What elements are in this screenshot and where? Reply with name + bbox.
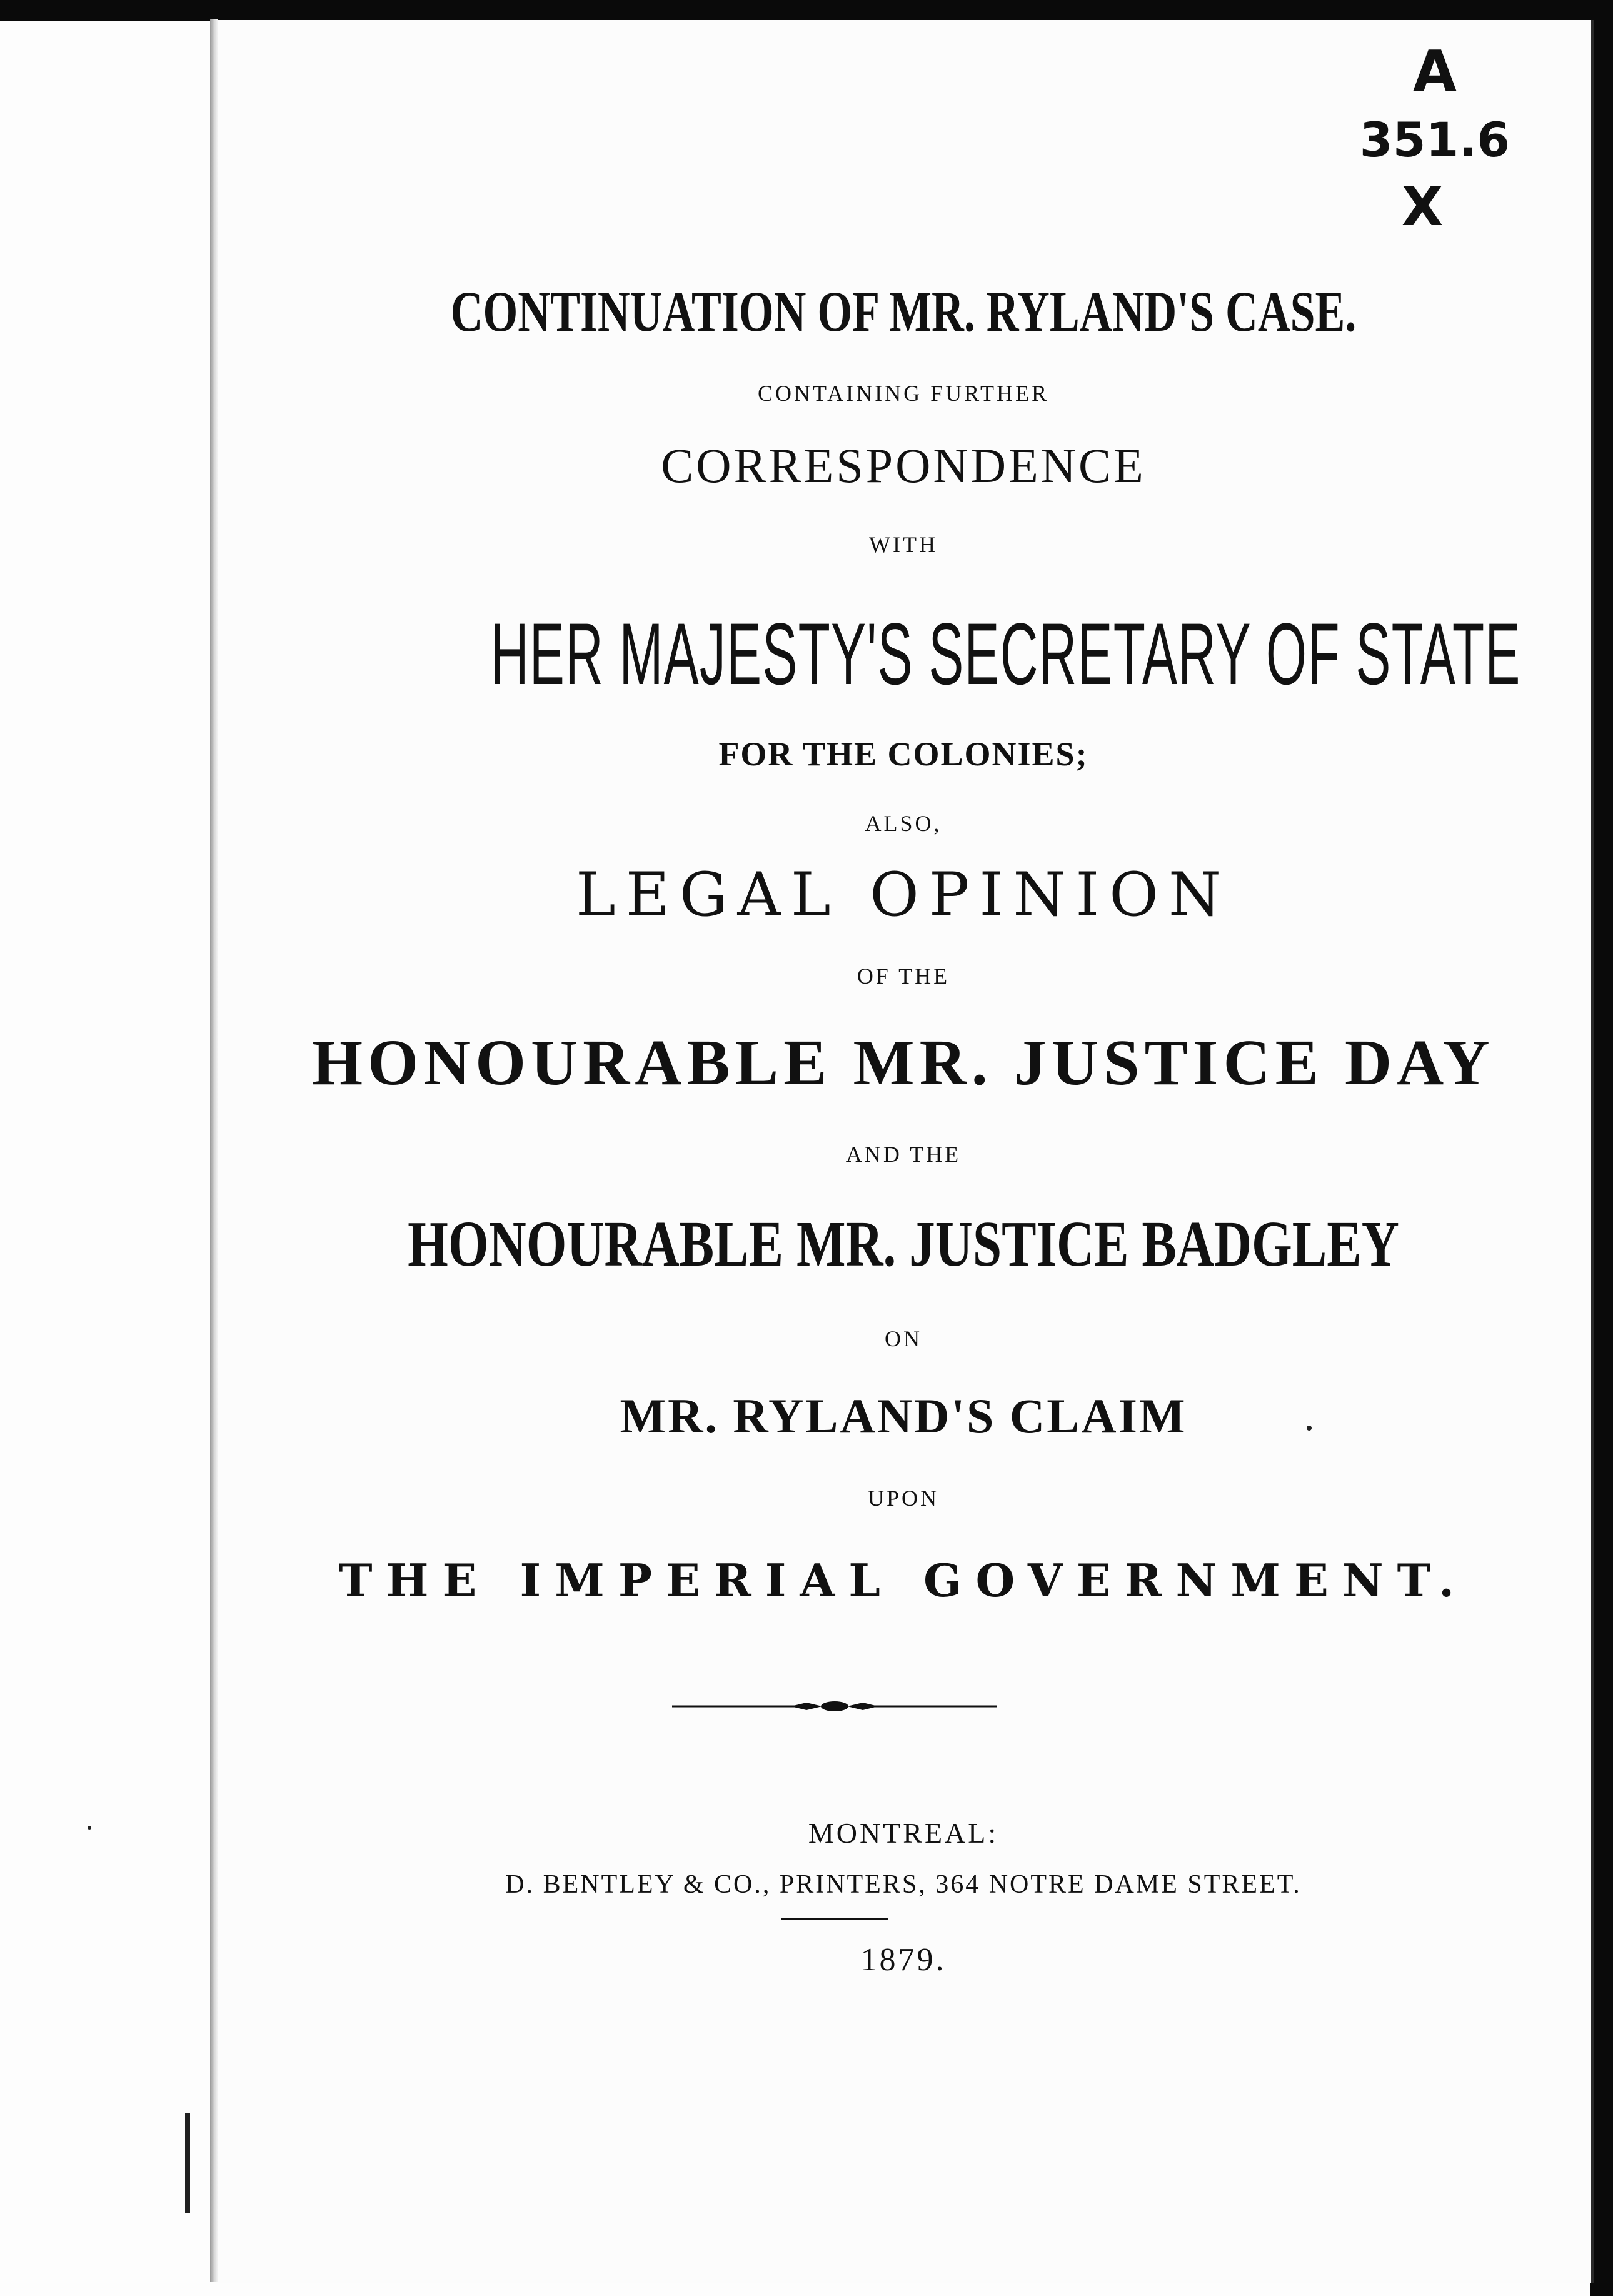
connector-upon: UPON — [867, 1486, 939, 1511]
subtitle-claim: MR. RYLAND'S CLAIM — [620, 1389, 1187, 1443]
subtitle-justice-day: HONOURABLE MR. JUSTICE DAY — [312, 1027, 1495, 1099]
connector-and-the: AND THE — [845, 1142, 962, 1167]
call-number-line1: A — [1413, 39, 1457, 104]
connector-on: ON — [885, 1326, 922, 1351]
subtitle-correspondence: CORRESPONDENCE — [661, 438, 1146, 493]
call-number-stamp — [1341, 38, 1529, 238]
scan-right-border — [1590, 0, 1613, 2296]
call-number-line3: X — [1401, 176, 1444, 238]
scan-top-border — [0, 0, 1613, 21]
imprint-place: MONTREAL: — [808, 1817, 999, 1849]
imprint-year: 1879. — [860, 1942, 947, 1978]
subtitle-secretary-of-state: HER MAJESTY'S SECRETARY OF STATE — [491, 605, 1521, 703]
imprint-printers: D. BENTLEY & CO., PRINTERS, 364 NOTRE DAME STREET. — [505, 1870, 1302, 1899]
subtitle-for-colonies: FOR THE COLONIES; — [718, 735, 1088, 773]
subtitle-justice-badgley: HONOURABLE MR. JUSTICE BADGLEY — [408, 1208, 1399, 1280]
subtitle-legal-opinion: LEGAL OPINION — [576, 860, 1231, 930]
connector-also: ALSO, — [865, 811, 942, 836]
print-speck — [1307, 1426, 1312, 1431]
decorative-rule-ornament — [672, 1701, 997, 1712]
print-speck — [88, 1826, 91, 1830]
connector-of-the: OF THE — [857, 964, 950, 989]
margin-mark — [185, 2113, 190, 2213]
subtitle-containing: CONTAINING FURTHER — [758, 381, 1049, 406]
connector-with: WITH — [869, 532, 938, 557]
main-title: CONTINUATION OF MR. RYLAND'S CASE. — [450, 279, 1357, 343]
subtitle-imperial-government: THE IMPERIAL GOVERNMENT. — [338, 1554, 1469, 1607]
call-number-line2: 351.6 — [1359, 112, 1510, 168]
imprint-rule — [781, 1918, 888, 1920]
